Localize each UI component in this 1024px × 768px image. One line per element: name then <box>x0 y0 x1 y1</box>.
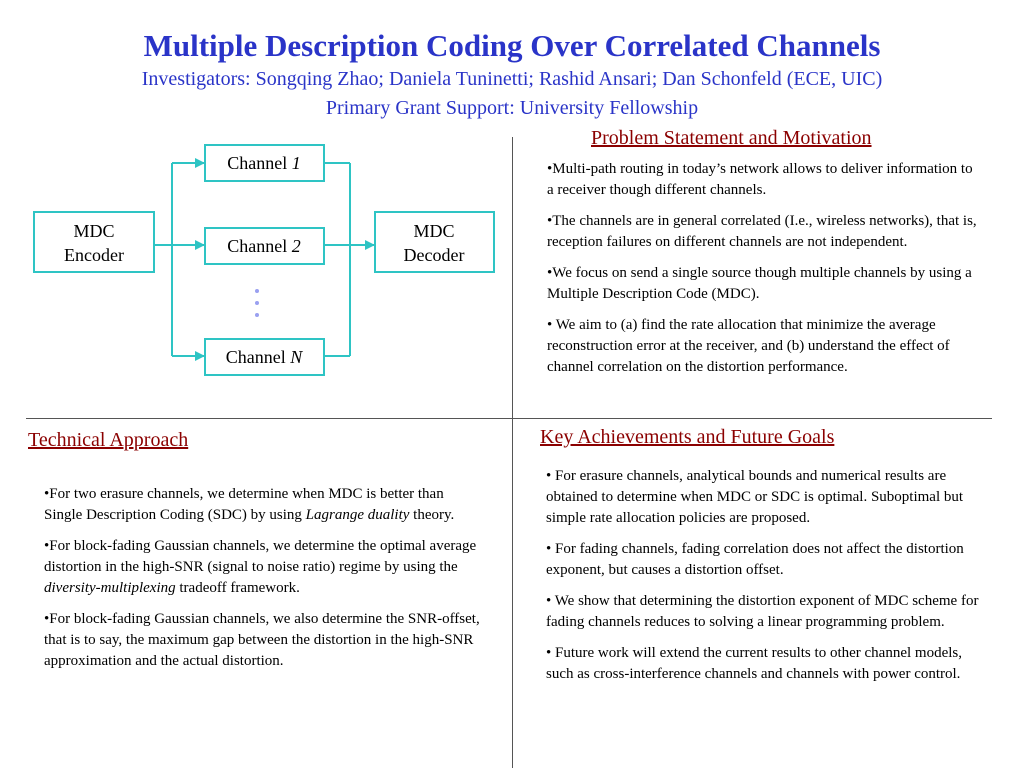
achievements-bullets <box>546 466 982 695</box>
problem-bullet: •Multi-path routing in today’s network allows to deliver information to a receiver though different channels. <box>547 161 973 198</box>
problem-heading: Problem Statement and Motivation <box>591 127 872 149</box>
technical-bullet: •For block-fading Gaussian channels, we also determine the SNR-offset, that is to say, the maximum gap between the distortion in the high-SNR approximation and the actual distortion. <box>44 611 480 669</box>
technical-bullet: •For two erasure channels, we determine when MDC is better than Single Description Coding (SDC) by using Lagrange duality theory. <box>44 486 455 523</box>
achievement-bullet: • We show that determining the distortion exponent of MDC scheme for fading channels reduces to solving a linear programming problem. <box>546 593 979 630</box>
problem-bullet: • We aim to (a) find the rate allocation that minimize the average reconstruction error at the receiver, and (b) understand the effect of channel correlation on the distortion performance. <box>547 317 950 375</box>
problem-bullet: •We focus on send a single source though multiple channels by using a Multiple Description Code (MDC). <box>547 265 972 302</box>
page-title: Multiple Description Coding Over Correlated Channels <box>143 28 881 63</box>
achievement-bullet: • Future work will extend the current results to other channel models, such as cross-interference channels and channels with power control. <box>546 645 962 682</box>
achievements-heading: Key Achievements and Future Goals <box>540 426 835 448</box>
encoder-label-line1: MDC <box>73 221 115 241</box>
technical-heading: Technical Approach <box>28 429 189 451</box>
achievement-bullet: • For erasure channels, analytical bounds and numerical results are obtained to determine when MDC or SDC is optimal. Suboptimal but simple rate allocation policies are proposed. <box>546 468 964 526</box>
channel-1-label: Channel 1 <box>227 153 301 173</box>
grant-support: Primary Grant Support: University Fellowship <box>325 97 699 119</box>
encoder-label-line2: Encoder <box>64 245 124 265</box>
ellipsis-dots <box>255 289 259 317</box>
decoder-label-line2: Decoder <box>403 245 465 265</box>
mdc-block-diagram <box>0 0 520 420</box>
achievement-bullet: • For fading channels, fading correlation does not affect the distortion exponent, but causes a distortion offset. <box>546 541 964 578</box>
channel-2-label: Channel 2 <box>227 236 301 256</box>
problem-bullet: •The channels are in general correlated (I.e., wireless networks), that is, reception failures on different channels are not independent. <box>547 213 977 250</box>
problem-bullets <box>547 159 979 388</box>
investigators-names: Songqing Zhao; Daniela Tuninetti; Rashid Ansari; Dan Schonfeld (ECE, UIC) <box>255 68 883 90</box>
technical-bullet: •For block-fading Gaussian channels, we determine the optimal average distortion in the high-SNR (signal to noise ratio) regime by using the diversity-multiplexing tradeoff framework. <box>44 538 477 596</box>
decoder-label-line1: MDC <box>413 221 455 241</box>
investigators-label: Investigators: <box>141 68 251 90</box>
technical-bullets <box>44 484 480 682</box>
channel-n-label: Channel N <box>225 347 303 367</box>
